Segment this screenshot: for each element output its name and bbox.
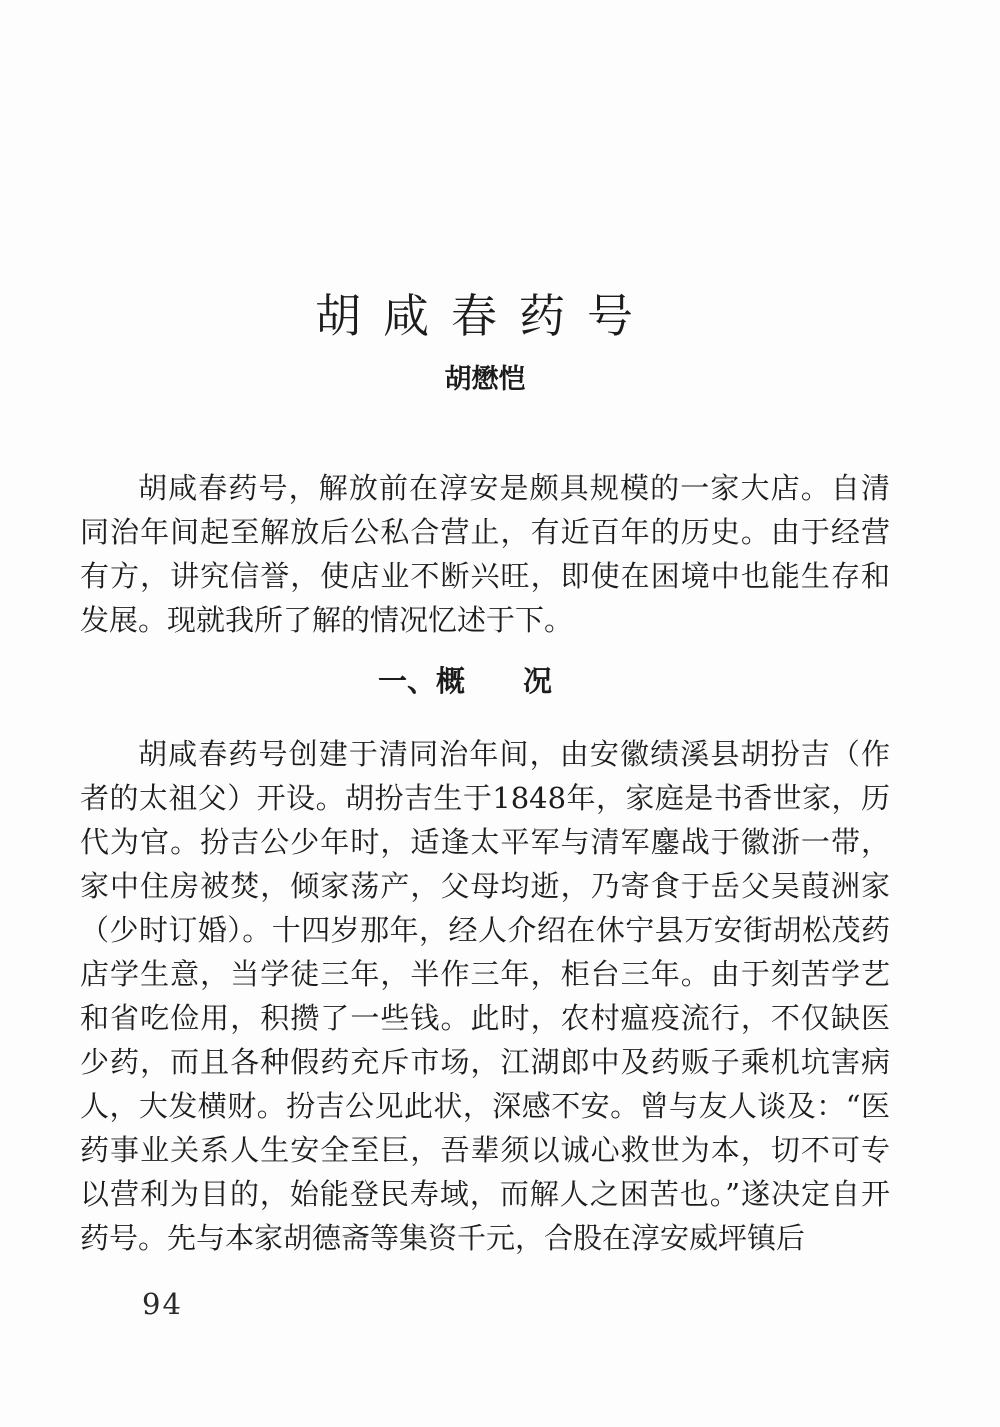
article-title: 胡咸春药号 <box>315 288 655 343</box>
author-name: 胡懋恺 <box>444 364 526 395</box>
section-paragraph: 胡咸春药号创建于清同治年间，由安徽绩溪县胡扮吉（作者的太祖父）开设。胡扮吉生于1848年，家庭是书香世家，历代为官。扮吉公少年时，适逢太平军与清军鏖战于徽浙一带，家中住房被焚，倾家荡产，父母均逝，乃寄食于岳父吴葭洲家（少时订婚）。十四岁那年，经人介绍在休宁县万安街胡松茂药店学生意，当学徒三年，半作三年，柜台三年。由于刻苦学艺和省吃俭用，积攒了一些钱。此时，农村瘟疫流行，不仅缺医少药，而且各种假药充斥市场，江湖郎中及药贩子乘机坑害病人，大发横财。扮吉公见此状，深感不安。曾与友人谈及：“医药事业关系人生安全至巨，吾辈须以诚心救世为本，切不可专以营利为目的，始能登民寿域，而解人之困苦也。”遂决定自开药号。先与本家胡德斋等集资千元，合股在淳安威坪镇后 <box>80 737 890 1255</box>
intro-paragraph: 胡咸春药号，解放前在淳安是颇具规模的一家大店。自清同治年间起至解放后公私合营止，有近百年的历史。由于经营有方，讲究信誉，使店业不断兴旺，即使在困境中也能生存和发展。现就我所了解的情况忆述于下。 <box>80 471 890 637</box>
section-heading: 一、概 况 <box>377 664 552 698</box>
page-number: 94 <box>142 1287 183 1321</box>
section-body <box>80 732 890 1260</box>
intro-section <box>80 466 890 642</box>
